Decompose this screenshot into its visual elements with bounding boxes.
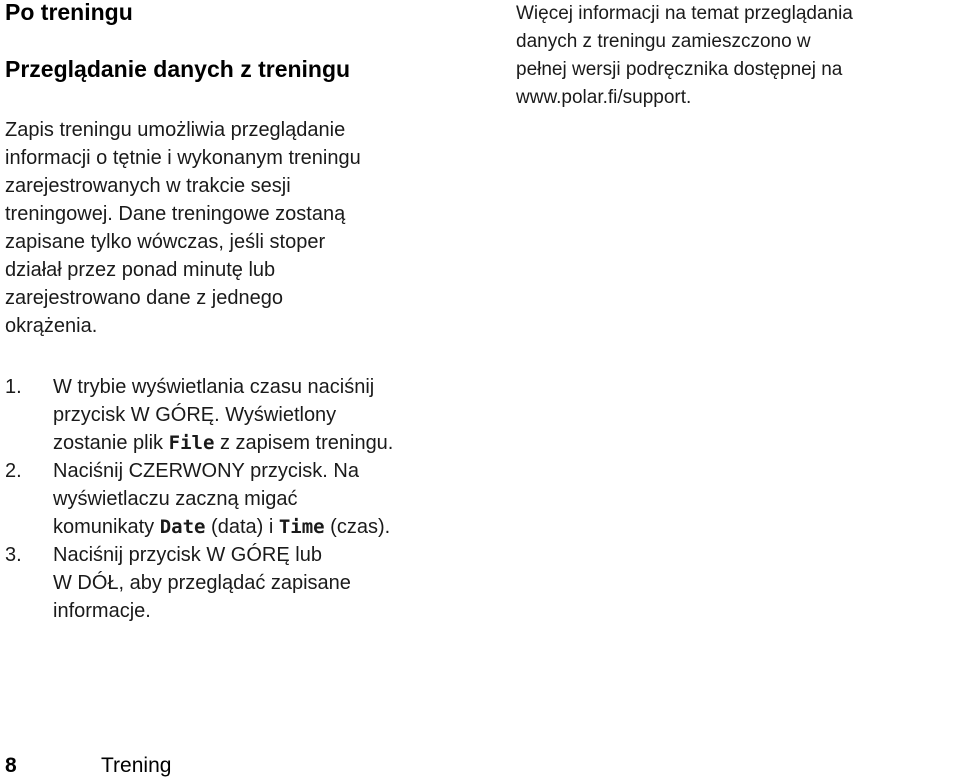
intro-line: działał przez ponad minutę lub xyxy=(5,259,276,281)
page-number: 8 xyxy=(5,754,17,777)
step-1 xyxy=(5,373,475,457)
section-heading: Po treningu xyxy=(5,0,133,25)
page-footer xyxy=(5,752,171,780)
step-line: Naciśnij przycisk W GÓRĘ lub xyxy=(53,544,322,566)
step-line: W trybie wyświetlania czasu naciśnij xyxy=(53,376,375,398)
step-2 xyxy=(5,457,475,541)
step-line: Naciśnij CZERWONY przycisk. Na xyxy=(53,460,359,482)
step-text: (data) i xyxy=(205,516,279,538)
display-text-date: Date xyxy=(159,516,206,538)
side-note-line: danych z treningu zamieszczono w xyxy=(516,31,811,52)
step-line: informacje. xyxy=(53,600,151,622)
steps-list xyxy=(5,373,475,625)
intro-line: Zapis treningu umożliwia przeglądanie xyxy=(5,119,346,141)
step-3 xyxy=(5,541,475,625)
step-line xyxy=(53,513,475,541)
intro-line: zapisane tylko wówczas, jeśli stoper xyxy=(5,231,326,253)
step-number: 3. xyxy=(5,544,22,566)
intro-line: zarejestrowano dane z jednego xyxy=(5,287,283,309)
intro-line: okrążenia. xyxy=(5,315,98,337)
step-line xyxy=(53,429,475,457)
intro-paragraph xyxy=(5,116,465,340)
step-line: wyświetlaczu zaczną migać xyxy=(53,488,298,510)
intro-line: informacji o tętnie i wykonanym treningu xyxy=(5,147,361,169)
side-note-line: Więcej informacji na temat przeglądania xyxy=(516,3,853,24)
intro-line: treningowej. Dane treningowe zostaną xyxy=(5,203,346,225)
subsection-heading: Przeglądanie danych z treningu xyxy=(5,56,351,82)
step-text: zostanie plik xyxy=(53,432,169,454)
intro-line: zarejestrowanych w trakcie sesji xyxy=(5,175,291,197)
step-line: W DÓŁ, aby przeglądać zapisane xyxy=(53,572,351,594)
step-line: przycisk W GÓRĘ. Wyświetlony xyxy=(53,404,337,426)
footer-section-name: Trening xyxy=(101,754,172,777)
step-number: 2. xyxy=(5,460,22,482)
step-text: (czas). xyxy=(324,516,391,538)
display-text-file: File xyxy=(168,432,215,454)
side-note-link: www.polar.fi/support. xyxy=(516,87,692,108)
step-text: komunikaty xyxy=(53,516,160,538)
display-text-time: Time xyxy=(278,516,325,538)
step-number: 1. xyxy=(5,376,22,398)
side-note-paragraph xyxy=(516,0,956,112)
side-note-line: pełnej wersji podręcznika dostępnej na xyxy=(516,59,843,80)
step-text: z zapisem treningu. xyxy=(214,432,394,454)
